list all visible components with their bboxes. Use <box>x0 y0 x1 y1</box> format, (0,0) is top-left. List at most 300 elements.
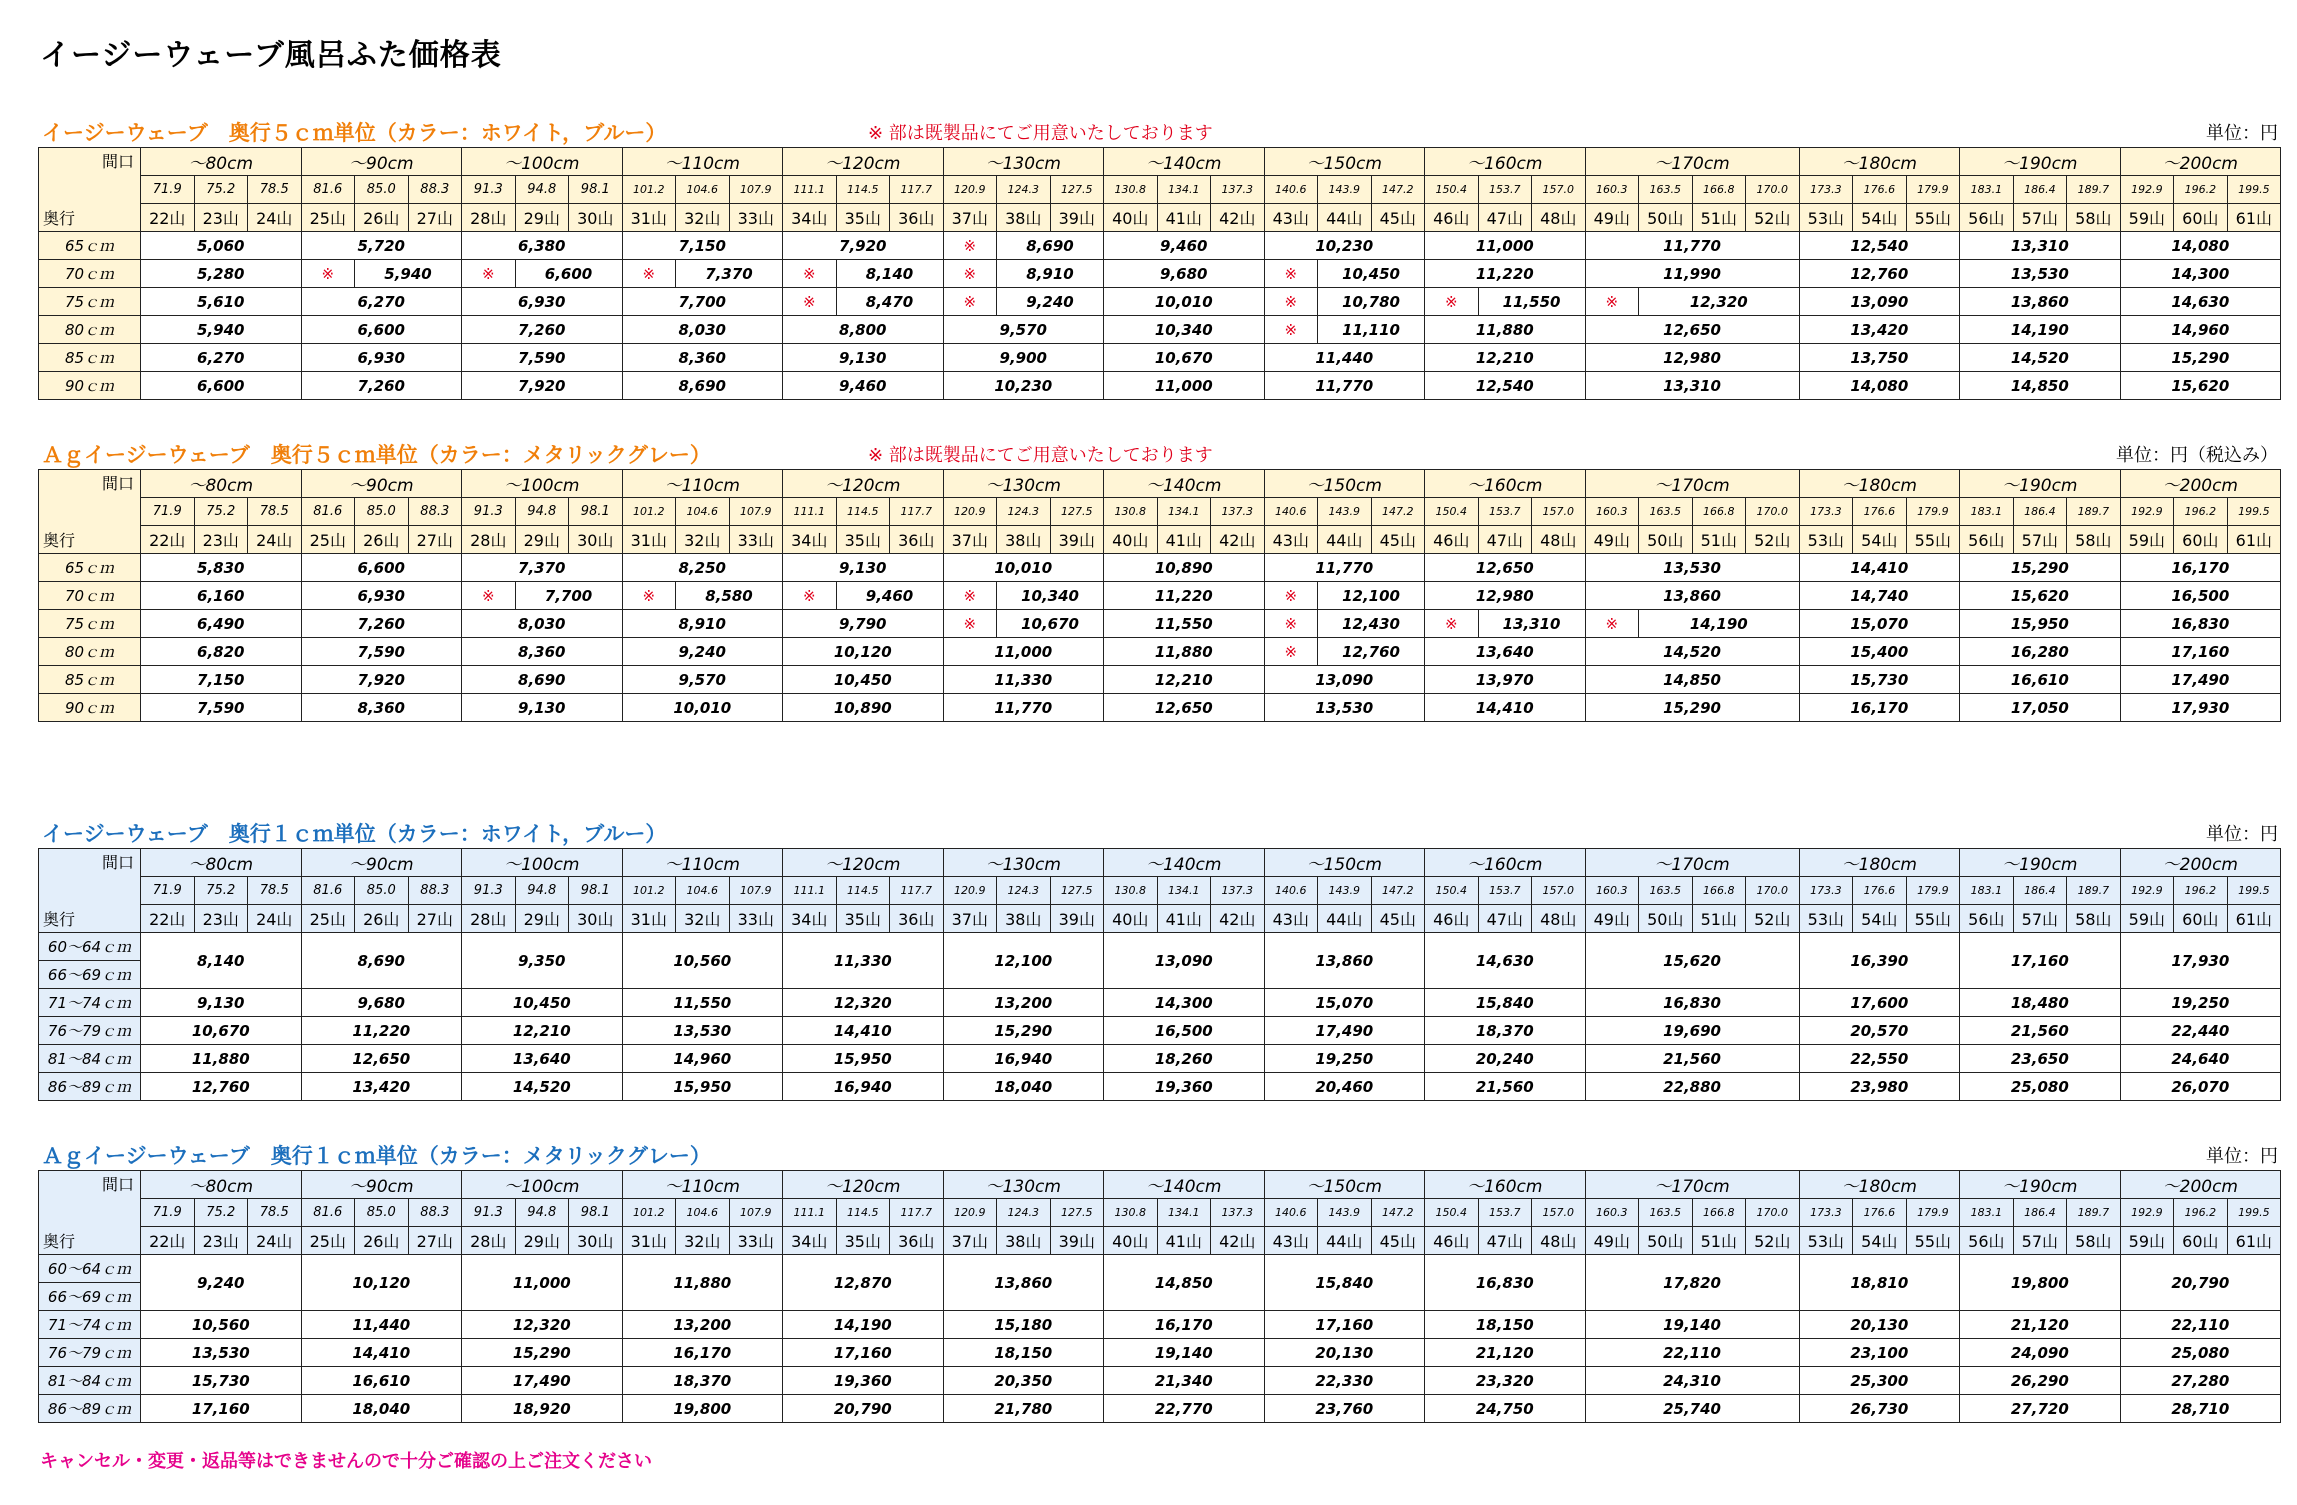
price-cell: 10,120 <box>783 638 944 666</box>
size-cm-cell: 111.1 <box>783 176 837 204</box>
yama-count-cell: 35山 <box>836 204 890 232</box>
price-cell: 13,310 <box>1478 610 1585 638</box>
table-row <box>39 933 2281 961</box>
price-cell: 12,320 <box>783 989 944 1017</box>
price-cell: 23,760 <box>1264 1395 1425 1423</box>
price-cell: 11,550 <box>1478 288 1585 316</box>
size-cm-cell: 134.1 <box>1157 1199 1211 1227</box>
size-cm-cell: 173.3 <box>1799 498 1853 526</box>
yama-count-cell: 54山 <box>1853 204 1907 232</box>
price-cell: 10,120 <box>301 1255 462 1311</box>
yama-count-cell: 23山 <box>194 526 248 554</box>
size-cm-cell: 153.7 <box>1478 877 1532 905</box>
size-cm-cell: 127.5 <box>1050 498 1104 526</box>
width-group-header: ～160cm <box>1425 470 1586 498</box>
yama-count-cell: 34山 <box>783 204 837 232</box>
price-cell: 25,080 <box>2120 1339 2281 1367</box>
price-cell: 14,190 <box>1960 316 2121 344</box>
yama-count-cell: 41山 <box>1157 204 1211 232</box>
size-cm-cell: 192.9 <box>2120 877 2174 905</box>
yama-count-cell: 61山 <box>2227 204 2281 232</box>
price-cell: 18,480 <box>1960 989 2121 1017</box>
yama-count-cell: 29山 <box>515 905 569 933</box>
size-cm-cell: 71.9 <box>141 498 195 526</box>
depth-label: 86～89ｃｍ <box>39 1395 141 1423</box>
price-cell: 18,040 <box>943 1073 1104 1101</box>
price-cell: 13,090 <box>1264 666 1425 694</box>
price-cell: 10,560 <box>141 1311 302 1339</box>
size-cm-cell: 157.0 <box>1532 176 1586 204</box>
size-cm-cell: 196.2 <box>2174 176 2228 204</box>
size-cm-cell: 114.5 <box>836 176 890 204</box>
size-cm-cell: 176.6 <box>1853 176 1907 204</box>
width-group-header: ～170cm <box>1585 1171 1799 1199</box>
yama-count-cell: 30山 <box>569 204 623 232</box>
width-group-header: ～180cm <box>1799 470 1960 498</box>
yama-count-cell: 61山 <box>2227 1227 2281 1255</box>
price-cell: 13,090 <box>1104 933 1265 989</box>
price-cell: 14,300 <box>2120 260 2281 288</box>
price-cell: 5,610 <box>141 288 302 316</box>
size-cm-cell: 81.6 <box>301 498 355 526</box>
section-unit: 単位：円 <box>2206 123 2278 144</box>
yama-count-cell: 33山 <box>729 204 783 232</box>
yama-count-cell: 38山 <box>997 1227 1051 1255</box>
price-cell: 20,350 <box>943 1367 1104 1395</box>
corner-depth-label: 奥行 <box>43 531 76 550</box>
price-cell: 13,310 <box>1960 232 2121 260</box>
yama-count-cell: 60山 <box>2174 204 2228 232</box>
stock-mark: ※ <box>462 582 516 610</box>
yama-count-cell: 39山 <box>1050 204 1104 232</box>
price-cell: 9,570 <box>943 316 1104 344</box>
size-cm-cell: 147.2 <box>1371 877 1425 905</box>
yama-count-cell: 60山 <box>2174 1227 2228 1255</box>
yama-count-cell: 44山 <box>1318 1227 1372 1255</box>
size-cm-cell: 117.7 <box>890 877 944 905</box>
yama-count-cell: 43山 <box>1264 1227 1318 1255</box>
price-cell: 24,750 <box>1425 1395 1586 1423</box>
price-cell: 10,450 <box>462 989 623 1017</box>
price-cell: 14,630 <box>2120 288 2281 316</box>
depth-label: 70ｃｍ <box>39 582 141 610</box>
price-cell: 16,940 <box>783 1073 944 1101</box>
size-cm-cell: 170.0 <box>1746 877 1800 905</box>
yama-count-cell: 42山 <box>1211 1227 1265 1255</box>
yama-count-cell: 56山 <box>1960 526 2014 554</box>
price-cell: 12,870 <box>783 1255 944 1311</box>
price-cell: 10,450 <box>1318 260 1425 288</box>
size-cm-cell: 179.9 <box>1906 498 1960 526</box>
price-cell: 13,530 <box>1264 694 1425 722</box>
yama-count-cell: 32山 <box>676 526 730 554</box>
size-cm-cell: 88.3 <box>408 176 462 204</box>
table-row <box>39 1395 2281 1423</box>
price-cell: 16,170 <box>622 1339 783 1367</box>
price-cell: 15,840 <box>1264 1255 1425 1311</box>
corner-depth-label: 奥行 <box>43 910 76 929</box>
price-cell: 23,100 <box>1799 1339 1960 1367</box>
width-group-header: ～170cm <box>1585 849 1799 877</box>
table-row <box>39 666 2281 694</box>
yama-count-cell: 53山 <box>1799 1227 1853 1255</box>
depth-label: 71～74ｃｍ <box>39 989 141 1017</box>
price-cell: 5,060 <box>141 232 302 260</box>
size-cm-cell: 153.7 <box>1478 176 1532 204</box>
yama-count-cell: 51山 <box>1692 1227 1746 1255</box>
stock-mark: ※ <box>943 610 997 638</box>
yama-count-cell: 32山 <box>676 1227 730 1255</box>
width-group-header: ～80cm <box>141 1171 302 1199</box>
price-cell: 22,110 <box>2120 1311 2281 1339</box>
size-cm-cell: 75.2 <box>194 176 248 204</box>
price-cell: 12,980 <box>1425 582 1586 610</box>
yama-count-cell: 59山 <box>2120 905 2174 933</box>
price-cell: 8,250 <box>622 554 783 582</box>
yama-count-cell: 46山 <box>1425 204 1479 232</box>
size-cm-cell: 192.9 <box>2120 498 2174 526</box>
yama-count-cell: 48山 <box>1532 1227 1586 1255</box>
width-group-header: ～110cm <box>622 1171 783 1199</box>
size-cm-cell: 147.2 <box>1371 498 1425 526</box>
price-cell: 20,570 <box>1799 1017 1960 1045</box>
yama-count-cell: 28山 <box>462 1227 516 1255</box>
width-group-header: ～90cm <box>301 148 462 176</box>
size-cm-cell: 111.1 <box>783 1199 837 1227</box>
yama-count-cell: 56山 <box>1960 1227 2014 1255</box>
price-cell: 8,800 <box>783 316 944 344</box>
size-cm-cell: 183.1 <box>1960 498 2014 526</box>
corner-width-label: 間口 <box>101 474 134 493</box>
price-cell: 19,360 <box>783 1367 944 1395</box>
section-note: ※ 部は既製品にてご用意いたしております <box>868 445 1213 466</box>
size-cm-cell: 75.2 <box>194 498 248 526</box>
price-cell: 13,860 <box>1585 582 1799 610</box>
yama-count-cell: 24山 <box>248 526 302 554</box>
section-header <box>38 816 2280 848</box>
price-cell: 23,980 <box>1799 1073 1960 1101</box>
price-cell: 7,590 <box>462 344 623 372</box>
yama-count-cell: 43山 <box>1264 204 1318 232</box>
size-cm-cell: 85.0 <box>355 877 409 905</box>
width-group-header: ～100cm <box>462 470 623 498</box>
size-cm-cell: 85.0 <box>355 176 409 204</box>
size-cm-cell: 130.8 <box>1104 498 1158 526</box>
width-group-header: ～150cm <box>1264 1171 1425 1199</box>
price-cell: 9,680 <box>301 989 462 1017</box>
price-cell: 13,420 <box>301 1073 462 1101</box>
price-cell: 9,240 <box>141 1255 302 1311</box>
yama-count-cell: 36山 <box>890 1227 944 1255</box>
stock-mark: ※ <box>1264 288 1318 316</box>
width-group-header: ～190cm <box>1960 849 2121 877</box>
depth-label: 90ｃｍ <box>39 372 141 400</box>
price-cell: 11,000 <box>943 638 1104 666</box>
yama-count-cell: 30山 <box>569 526 623 554</box>
price-cell: 22,880 <box>1585 1073 1799 1101</box>
price-cell: 8,030 <box>622 316 783 344</box>
price-cell: 6,600 <box>301 316 462 344</box>
yama-count-cell: 22山 <box>141 905 195 933</box>
size-cm-cell: 153.7 <box>1478 1199 1532 1227</box>
size-cm-cell: 143.9 <box>1318 176 1372 204</box>
price-cell: 11,550 <box>622 989 783 1017</box>
price-cell: 10,450 <box>783 666 944 694</box>
size-cm-cell: 85.0 <box>355 1199 409 1227</box>
price-cell: 10,890 <box>783 694 944 722</box>
width-group-header: ～100cm <box>462 1171 623 1199</box>
price-cell: 12,760 <box>1799 260 1960 288</box>
price-cell: 12,540 <box>1425 372 1586 400</box>
yama-count-cell: 28山 <box>462 526 516 554</box>
price-cell: 6,930 <box>301 582 462 610</box>
width-group-header: ～200cm <box>2120 849 2281 877</box>
yama-count-cell: 30山 <box>569 905 623 933</box>
table-row <box>39 610 2281 638</box>
size-cm-cell: 160.3 <box>1585 498 1639 526</box>
yama-count-cell: 57山 <box>2013 204 2067 232</box>
price-cell: 7,150 <box>141 666 302 694</box>
width-group-header: ～200cm <box>2120 148 2281 176</box>
size-cm-cell: 114.5 <box>836 498 890 526</box>
size-cm-cell: 98.1 <box>569 1199 623 1227</box>
price-cell: 12,650 <box>1104 694 1265 722</box>
yama-count-cell: 31山 <box>622 526 676 554</box>
price-cell: 16,610 <box>301 1367 462 1395</box>
size-cm-cell: 166.8 <box>1692 498 1746 526</box>
yama-count-cell: 56山 <box>1960 905 2014 933</box>
size-cm-cell: 137.3 <box>1211 498 1265 526</box>
size-cm-cell: 104.6 <box>676 498 730 526</box>
price-cell: 17,600 <box>1799 989 1960 1017</box>
price-cell: 6,270 <box>141 344 302 372</box>
width-group-header: ～180cm <box>1799 1171 1960 1199</box>
price-cell: 13,530 <box>1585 554 1799 582</box>
depth-label: 75ｃｍ <box>39 610 141 638</box>
price-cell: 11,220 <box>301 1017 462 1045</box>
size-cm-cell: 199.5 <box>2227 176 2281 204</box>
price-cell: 17,930 <box>2120 694 2281 722</box>
yama-count-cell: 54山 <box>1853 1227 1907 1255</box>
yama-count-cell: 52山 <box>1746 1227 1800 1255</box>
price-cell: 13,860 <box>1960 288 2121 316</box>
table-row <box>39 344 2281 372</box>
price-cell: 17,160 <box>141 1395 302 1423</box>
width-group-header: ～110cm <box>622 148 783 176</box>
size-cm-cell: 94.8 <box>515 498 569 526</box>
price-cell: 25,080 <box>1960 1073 2121 1101</box>
stock-mark: ※ <box>622 582 676 610</box>
price-cell: 25,300 <box>1799 1367 1960 1395</box>
size-cm-cell: 120.9 <box>943 1199 997 1227</box>
corner-width-label: 間口 <box>101 853 134 872</box>
size-cm-cell: 160.3 <box>1585 176 1639 204</box>
yama-count-cell: 51山 <box>1692 204 1746 232</box>
size-cm-cell: 147.2 <box>1371 176 1425 204</box>
price-cell: 24,640 <box>2120 1045 2281 1073</box>
price-cell: 13,090 <box>1799 288 1960 316</box>
yama-count-cell: 41山 <box>1157 1227 1211 1255</box>
depth-label: 65ｃｍ <box>39 554 141 582</box>
yama-count-cell: 57山 <box>2013 1227 2067 1255</box>
price-cell: 12,760 <box>1318 638 1425 666</box>
size-cm-cell: 91.3 <box>462 176 516 204</box>
price-cell: 18,370 <box>1425 1017 1586 1045</box>
price-cell: 13,200 <box>622 1311 783 1339</box>
width-group-header: ～90cm <box>301 1171 462 1199</box>
price-cell: 17,490 <box>1264 1017 1425 1045</box>
yama-count-cell: 27山 <box>408 204 462 232</box>
price-cell: 14,850 <box>1960 372 2121 400</box>
size-cm-cell: 111.1 <box>783 498 837 526</box>
size-cm-cell: 120.9 <box>943 498 997 526</box>
price-cell: 10,670 <box>141 1017 302 1045</box>
price-cell: 17,050 <box>1960 694 2121 722</box>
price-cell: 22,330 <box>1264 1367 1425 1395</box>
width-group-header: ～190cm <box>1960 148 2121 176</box>
price-cell: 13,970 <box>1425 666 1586 694</box>
price-cell: 7,700 <box>515 582 622 610</box>
yama-count-cell: 46山 <box>1425 1227 1479 1255</box>
price-cell: 11,000 <box>462 1255 623 1311</box>
section-title: Ａｇイージーウェーブ 奥行１ｃｍ単位（カラー：メタリックグレー） <box>42 1144 711 1168</box>
width-group-header: ～160cm <box>1425 849 1586 877</box>
size-cm-cell: 163.5 <box>1639 1199 1693 1227</box>
yama-count-cell: 32山 <box>676 204 730 232</box>
price-cell: 14,410 <box>1799 554 1960 582</box>
size-cm-cell: 81.6 <box>301 877 355 905</box>
price-cell: 5,830 <box>141 554 302 582</box>
price-cell: 16,830 <box>2120 610 2281 638</box>
size-cm-cell: 150.4 <box>1425 877 1479 905</box>
price-cell: 20,790 <box>783 1395 944 1423</box>
price-cell: 21,560 <box>1960 1017 2121 1045</box>
price-cell: 9,130 <box>783 554 944 582</box>
yama-count-cell: 40山 <box>1104 905 1158 933</box>
yama-count-cell: 29山 <box>515 1227 569 1255</box>
corner-depth-label: 奥行 <box>43 1232 76 1251</box>
size-cm-cell: 120.9 <box>943 877 997 905</box>
price-cell: 21,780 <box>943 1395 1104 1423</box>
price-cell: 15,070 <box>1264 989 1425 1017</box>
price-cell: 8,910 <box>622 610 783 638</box>
size-cm-cell: 78.5 <box>248 1199 302 1227</box>
yama-count-cell: 45山 <box>1371 1227 1425 1255</box>
price-cell: 7,590 <box>301 638 462 666</box>
yama-count-cell: 28山 <box>462 204 516 232</box>
stock-mark: ※ <box>783 582 837 610</box>
price-cell: 20,460 <box>1264 1073 1425 1101</box>
yama-count-cell: 36山 <box>890 905 944 933</box>
width-group-header: ～130cm <box>943 148 1104 176</box>
size-cm-cell: 140.6 <box>1264 1199 1318 1227</box>
depth-label: 66～69ｃｍ <box>39 1283 141 1311</box>
price-cell: 11,770 <box>1264 372 1425 400</box>
price-cell: 11,770 <box>1264 554 1425 582</box>
width-group-header: ～100cm <box>462 148 623 176</box>
yama-count-cell: 34山 <box>783 905 837 933</box>
size-cm-cell: 104.6 <box>676 877 730 905</box>
price-cell: 5,940 <box>141 316 302 344</box>
depth-label: 76～79ｃｍ <box>39 1339 141 1367</box>
price-cell: 14,190 <box>1639 610 1800 638</box>
price-cell: 9,900 <box>943 344 1104 372</box>
price-cell: 15,950 <box>1960 610 2121 638</box>
width-group-header: ～160cm <box>1425 148 1586 176</box>
price-cell: 11,880 <box>622 1255 783 1311</box>
price-cell: 11,000 <box>1104 372 1265 400</box>
size-cm-cell: 101.2 <box>622 1199 676 1227</box>
yama-count-cell: 38山 <box>997 526 1051 554</box>
size-cm-cell: 192.9 <box>2120 176 2174 204</box>
price-cell: 18,150 <box>1425 1311 1586 1339</box>
size-cm-cell: 104.6 <box>676 176 730 204</box>
yama-count-cell: 45山 <box>1371 204 1425 232</box>
yama-count-cell: 46山 <box>1425 905 1479 933</box>
size-cm-cell: 143.9 <box>1318 1199 1372 1227</box>
price-cell: 8,470 <box>836 288 943 316</box>
yama-count-cell: 47山 <box>1478 1227 1532 1255</box>
yama-count-cell: 26山 <box>355 526 409 554</box>
price-cell: 12,980 <box>1585 344 1799 372</box>
price-cell: 11,880 <box>1425 316 1586 344</box>
table-row <box>39 1255 2281 1283</box>
yama-count-cell: 38山 <box>997 204 1051 232</box>
stock-mark: ※ <box>1264 610 1318 638</box>
stock-mark: ※ <box>943 232 997 260</box>
price-cell: 10,010 <box>943 554 1104 582</box>
price-cell: 8,690 <box>462 666 623 694</box>
price-cell: 16,500 <box>2120 582 2281 610</box>
size-cm-cell: 166.8 <box>1692 1199 1746 1227</box>
size-cm-cell: 91.3 <box>462 1199 516 1227</box>
depth-label: 85ｃｍ <box>39 666 141 694</box>
width-group-header: ～170cm <box>1585 470 1799 498</box>
table-row <box>39 372 2281 400</box>
price-cell: 19,800 <box>622 1395 783 1423</box>
price-cell: 19,140 <box>1585 1311 1799 1339</box>
price-cell: 10,230 <box>943 372 1104 400</box>
price-cell: 5,940 <box>355 260 462 288</box>
table-corner <box>39 849 141 933</box>
yama-count-cell: 59山 <box>2120 1227 2174 1255</box>
size-cm-cell: 75.2 <box>194 877 248 905</box>
depth-label: 70ｃｍ <box>39 260 141 288</box>
yama-count-cell: 46山 <box>1425 526 1479 554</box>
yama-count-cell: 33山 <box>729 526 783 554</box>
yama-count-cell: 56山 <box>1960 204 2014 232</box>
price-cell: 26,730 <box>1799 1395 1960 1423</box>
yama-count-cell: 31山 <box>622 1227 676 1255</box>
width-group-header: ～130cm <box>943 1171 1104 1199</box>
size-cm-cell: 107.9 <box>729 877 783 905</box>
yama-count-cell: 35山 <box>836 905 890 933</box>
price-cell: 19,360 <box>1104 1073 1265 1101</box>
price-cell: 9,790 <box>783 610 944 638</box>
price-cell: 15,620 <box>1960 582 2121 610</box>
depth-label: 81～84ｃｍ <box>39 1045 141 1073</box>
yama-count-cell: 57山 <box>2013 905 2067 933</box>
price-cell: 12,760 <box>141 1073 302 1101</box>
size-cm-cell: 130.8 <box>1104 877 1158 905</box>
size-cm-cell: 88.3 <box>408 1199 462 1227</box>
price-cell: 18,810 <box>1799 1255 1960 1311</box>
yama-count-cell: 22山 <box>141 526 195 554</box>
yama-count-cell: 39山 <box>1050 1227 1104 1255</box>
price-cell: 17,160 <box>1264 1311 1425 1339</box>
price-cell: 18,370 <box>622 1367 783 1395</box>
section-ag-easywave-5cm <box>38 437 2280 722</box>
